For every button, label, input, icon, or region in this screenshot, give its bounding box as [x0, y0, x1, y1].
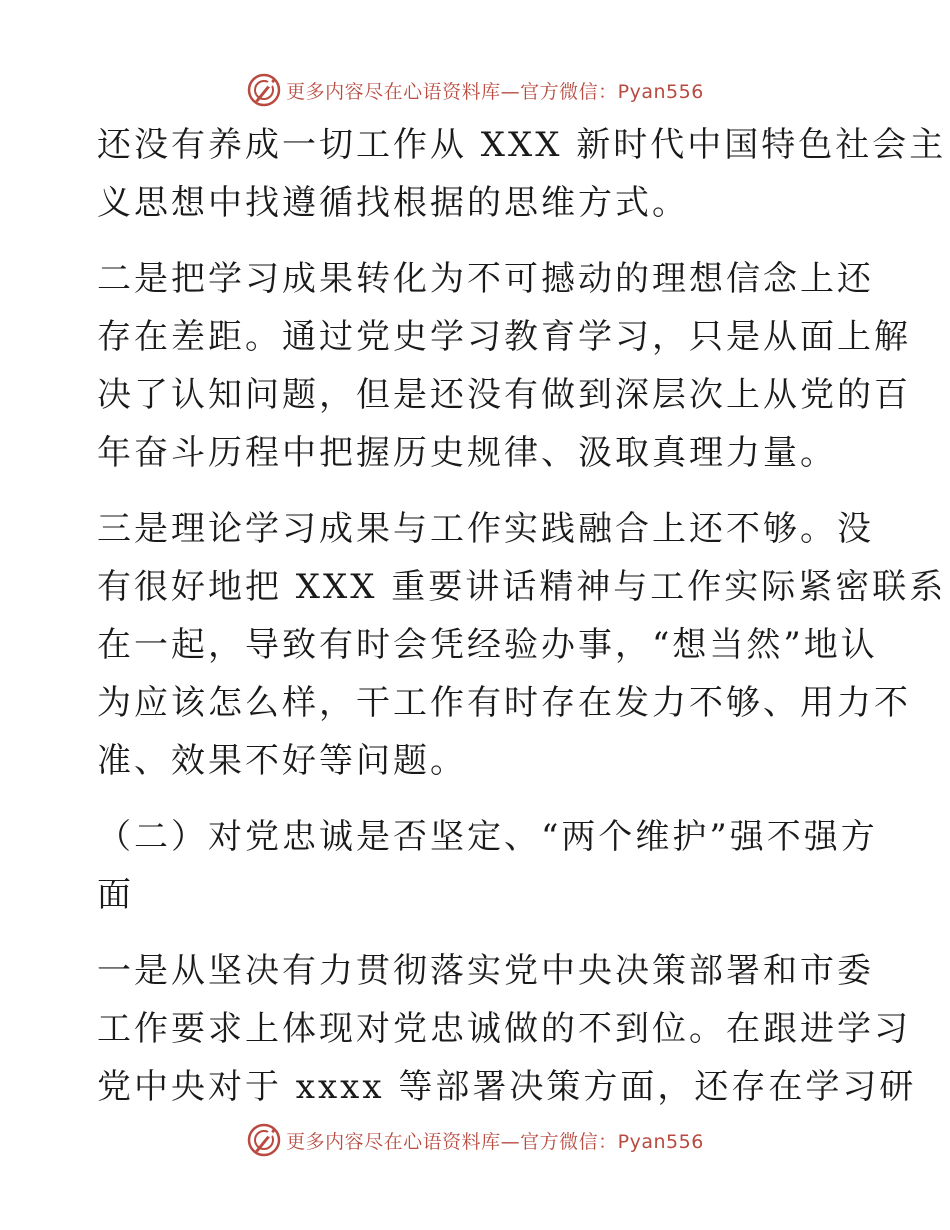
paragraph	[97, 116, 947, 232]
quill-logo-icon	[246, 1122, 282, 1158]
footer-banner	[0, 1120, 950, 1160]
text-line: 在一起，导致有时会凭经验办事，“想当然”地认	[97, 625, 878, 665]
text-line: 三是理论学习成果与工作实践融合上还不够。没	[97, 509, 874, 549]
text-line: 有很好地把 XXX 重要讲话精神与工作实际紧密联系	[97, 567, 947, 607]
section-heading	[97, 808, 878, 924]
header-banner	[0, 70, 950, 110]
text-line: 面	[97, 875, 134, 915]
text-line: 存在差距。通过党史学习教育学习，只是从面上解	[97, 317, 911, 357]
quill-logo-icon	[246, 72, 282, 108]
header-banner-text: 更多内容尽在心语资料库—官方微信：Pyan556	[286, 80, 704, 103]
paragraph	[97, 942, 917, 1116]
document-body	[97, 116, 947, 1116]
text-line: 党中央对于 xxxx 等部署决策方面，还存在学习研	[97, 1067, 917, 1107]
paragraph	[97, 500, 947, 790]
text-line: 二是把学习成果转化为不可撼动的理想信念上还	[97, 259, 874, 299]
text-line: 为应该怎么样，干工作有时存在发力不够、用力不	[97, 683, 911, 723]
text-line: 工作要求上体现对党忠诚做的不到位。在跟进学习	[97, 1009, 911, 1049]
text-line: 一是从坚决有力贯彻落实党中央决策部署和市委	[97, 951, 874, 991]
text-line: 义思想中找遵循找根据的思维方式。	[97, 183, 689, 223]
text-line: 还没有养成一切工作从 XXX 新时代中国特色社会主	[97, 125, 947, 165]
text-line: 准、效果不好等问题。	[97, 741, 467, 781]
footer-banner-text: 更多内容尽在心语资料库—官方微信：Pyan556	[286, 1130, 704, 1153]
text-line: （二）对党忠诚是否坚定、“两个维护”强不强方	[97, 817, 878, 857]
text-line: 年奋斗历程中把握历史规律、汲取真理力量。	[97, 433, 837, 473]
text-line: 决了认知问题，但是还没有做到深层次上从党的百	[97, 375, 911, 415]
paragraph	[97, 250, 911, 482]
